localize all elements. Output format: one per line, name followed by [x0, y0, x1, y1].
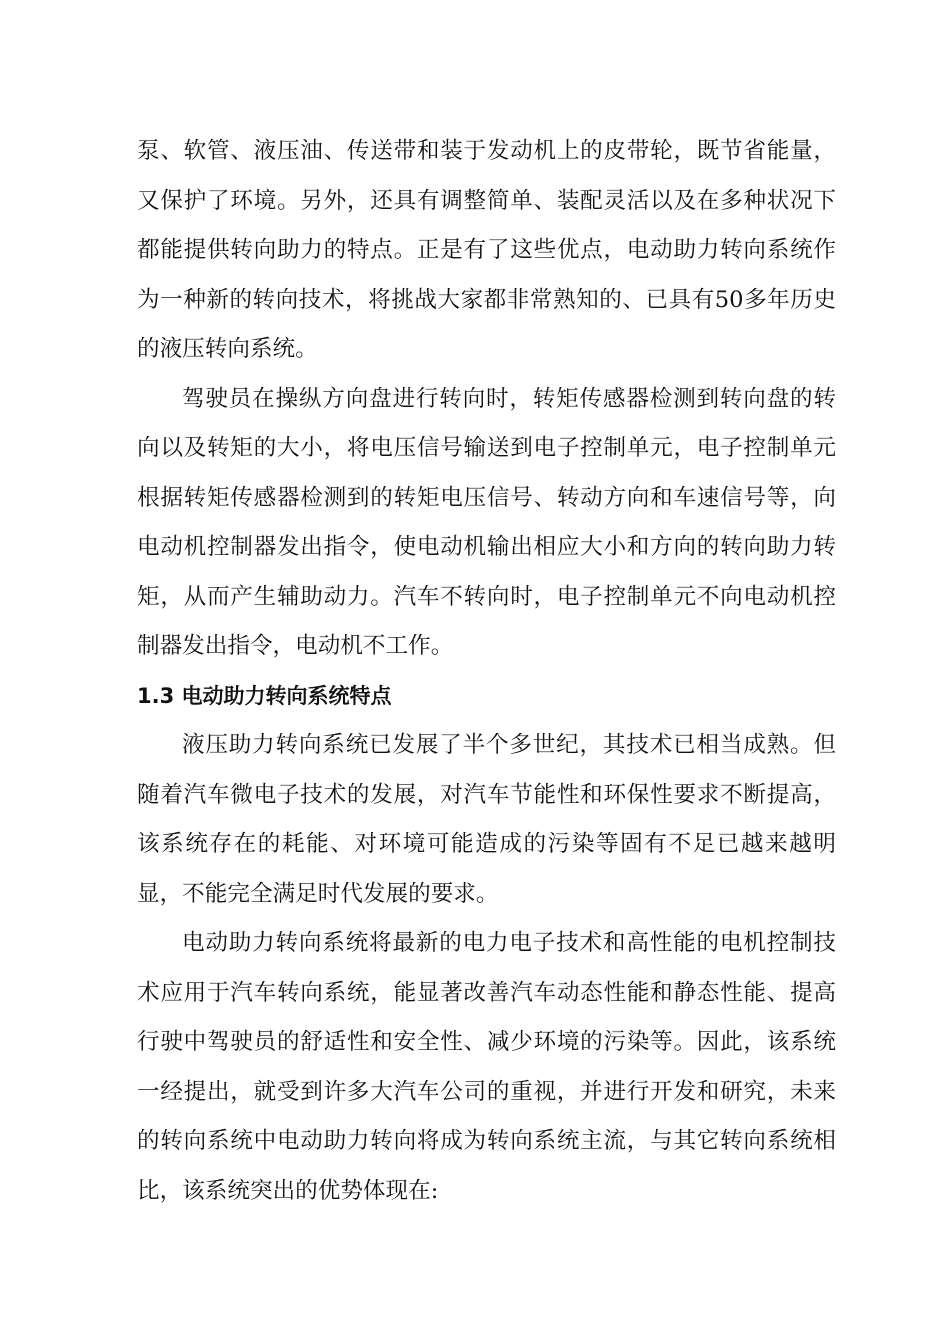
section-heading: 1.3 电动助力转向系统特点 — [137, 683, 392, 708]
paragraph-hydraulic-limits: 液压助力转向系统已发展了半个多世纪，其技术已相当成熟。但随着汽车微电子技术的发展，对汽车节能性和环保性要求不断提高，该系统存在的耗能、对环境可能造成的污染等固有不足已越来越明显，不能完全满足时代发展的要求。 — [137, 732, 836, 907]
paragraph-continued: 泵、软管、液压油、传送带和装于发动机上的皮带轮，既节省能量，又保护了环境。另外，还具有调整简单、装配灵活以及在多种状况下都能提供转向助力的特点。正是有了这些优点，电动助力转向系统作为一种新的转向技术，将挑战大家都非常熟知的、已具有50多年历史的液压转向系统。 — [137, 138, 836, 362]
paragraph-working-principle: 驾驶员在操纵方向盘进行转向时，转矩传感器检测到转向盘的转向以及转矩的大小，将电压信号输送到电子控制单元，电子控制单元根据转矩传感器检测到的转矩电压信号、转动方向和车速信号等，向电动机控制器发出指令，使电动机输出相应大小和方向的转向助力转矩，从而产生辅助动力。汽车不转向时，电子控制单元不向电动机控制器发出指令，电动机不工作。 — [137, 385, 836, 659]
document-page — [137, 127, 836, 1216]
paragraph-eps-advantages: 电动助力转向系统将最新的电力电子技术和高性能的电机控制技术应用于汽车转向系统，能显著改善汽车动态性能和静态性能、提高行驶中驾驶员的舒适性和安全性、减少环境的污染等。因此，该系统一经提出，就受到许多大汽车公司的重视，并进行开发和研究，未来的转向系统中电动助力转向将成为转向系统主流，与其它转向系统相比，该系统突出的优势体现在: — [137, 930, 836, 1204]
